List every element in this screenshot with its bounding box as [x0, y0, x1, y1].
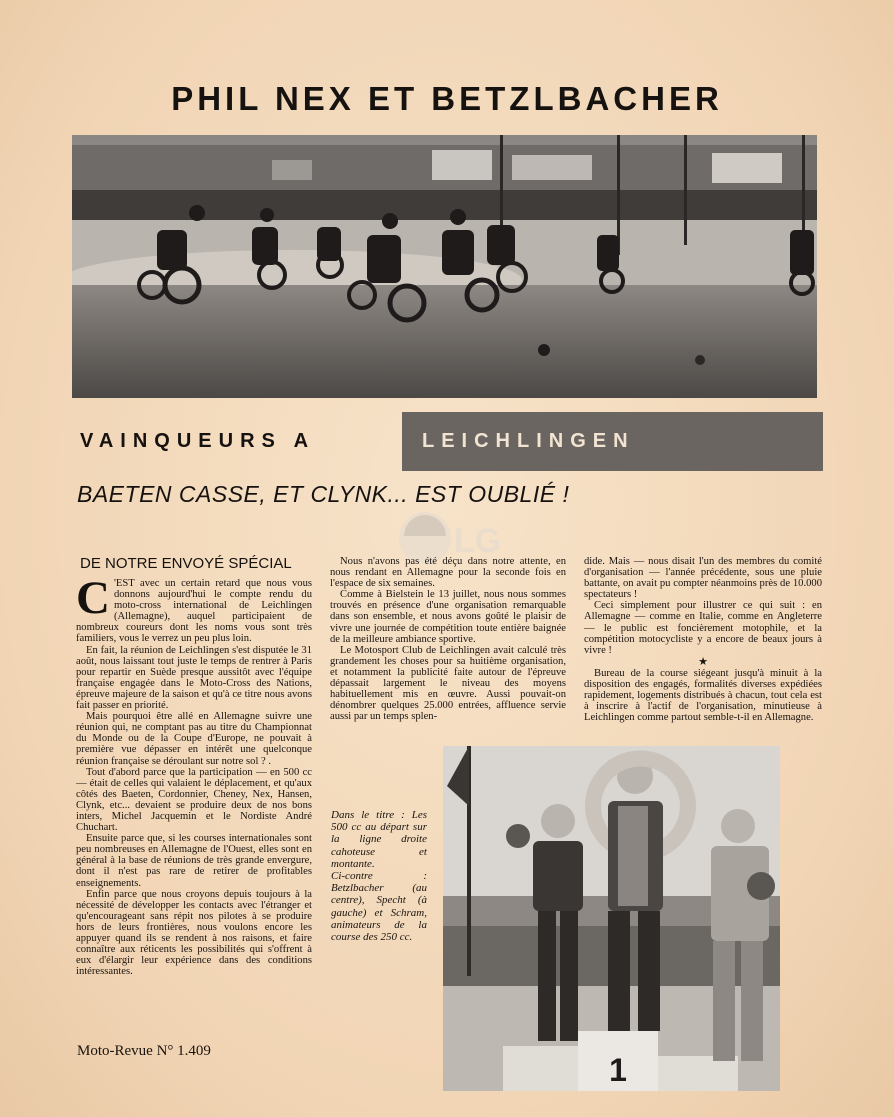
- byline: DE NOTRE ENVOYÉ SPÉCIAL: [80, 555, 292, 572]
- paragraph: Ceci simplement pour illustrer ce qui suit : en Allemagne — comme en Italie, comme en Angleterre — le public est foncièrement motophile, et la compétition motocycliste y a encore de beaux jours à vivre !: [584, 600, 822, 656]
- caption-paragraph: Dans le titre : Les 500 cc au départ sur la ligne droite cahoteuse et montante.: [331, 809, 427, 870]
- logo-text: LG: [454, 522, 502, 560]
- subtitle-right: LEICHLINGEN: [422, 430, 635, 452]
- paragraph: En fait, la réunion de Leichlingen s'est disputée le 31 août, nous laissant tout juste le temps de rentrer à Paris pour repartir en Suède presque aussitôt avec l'équipe française engagée dans le Moto-Cross des Nations, épreuve majeure de la saison et qu'à ce titre nous avons fait passer en priorité.: [76, 644, 312, 712]
- paragraph: Enfin parce que nous croyons depuis toujours à la nécessité de développer les contacts avec l'étranger et qu'encourageant sans répit nos pilotes à se produire hors de leurs frontières, nous voulons encore les appuyer quand ils se rendent à nos raisons, et faire connaître aux réticents les possibilités qui s'offrent à eux d'élargir leur expérience dans des conditions intéressantes.: [76, 888, 312, 978]
- paragraph: Nous n'avons pas été déçu dans notre attente, en nous rendant en Allemagne pour la seconde fois en l'espace de six semaines.: [330, 556, 566, 590]
- podium-winners-photo: [443, 746, 780, 1091]
- star-separator-icon: ★: [698, 655, 708, 668]
- paragraph: Bureau de la course siégeant jusqu'à minuit à la disposition des engagés, formalités diverses expédiées rapidement, logements distribués à chacun, tout cela est à inscrire à l'actif de l'organisation, minutieuse à Leichlingen comme partout semble-t-il en Allemagne.: [584, 667, 822, 724]
- paragraph: Le Motosport Club de Leichlingen avait calculé très grandement les choses pour sa huitième organisation, et notamment la publicité faite autour de l'épreuve dépassait largement le niveau des moyens habituellement mis en œuvre. Aussi pouvait-on dénombrer quelques 25.000 entrées, affluence servie aussi par un temps splen-: [330, 644, 566, 723]
- article-column-1: [76, 572, 312, 978]
- article-column-2: [330, 556, 566, 722]
- paragraph: Ensuite parce que, si les courses internationales sont peu nombreuses en Allemagne de l'Ouest, elles sont en général à la base de réunions de très grande envergure, dont il n'est pas rare de retirer de profitables enseignements.: [76, 833, 312, 889]
- paragraph: dide. Mais — nous disait l'un des membres du comité d'organisation — l'année précédente, sous une pluie battante, on avait pu compter néanmoins près de 10.000 spectateurs !: [584, 556, 822, 601]
- photo-caption: [331, 809, 427, 943]
- footer-issue-number: Moto-Revue N° 1.409: [77, 1043, 211, 1059]
- deck-headline: BAETEN CASSE, ET CLYNK... EST OUBLIÉ !: [77, 481, 570, 507]
- motocross-race-photo: [72, 135, 817, 398]
- paragraph: Mais pourquoi être allé en Allemagne suivre une réunion qui, ne comptant pas au titre du Championnat du Monde ou de la Coupe d'Europe, ne pouvait à première vue dépasser en intérêt une quelconque réunion française se déroulant sur notre sol ? .: [76, 711, 312, 767]
- caption-paragraph: Ci-contre : Betzlbacher (au centre), Specht (à gauche) et Schram, animateurs de la course des 250 cc.: [331, 870, 427, 944]
- article-column-3: [584, 556, 822, 723]
- page-title: PHIL NEX ET BETZLBACHER: [171, 80, 723, 117]
- drop-cap: C: [76, 572, 110, 624]
- subtitle-left: VAINQUEURS A: [80, 430, 316, 452]
- paragraph: Comme à Bielstein le 13 juillet, nous nous sommes trouvés en présence d'une organisation remarquable dans son ensemble, et nous avons goûté le plaisir de vivre une journée de compétition toute entière baignée de la meilleure ambiance sportive.: [330, 589, 566, 645]
- paragraph: 'EST avec un certain retard que nous vous donnons aujourd'hui le compte rendu du moto-cross international de Leichlingen (Allemagne), auquel participaient de nombreux coureurs dont les noms vous sont très familiers, vous le verrez un peu plus loin.: [76, 578, 312, 645]
- paragraph: Tout d'abord parce que la participation — en 500 cc — était de celles qui valaient le déplacement, et qu'aux côtés des Baeten, Cordonnier, Cheney, Nex, Hansen, Clynk, etc... devaient se produire deux de nos bons inters, Michel Jacquemin et le Nordiste André Chuchart.: [76, 766, 312, 834]
- podium-number: 1: [609, 1052, 627, 1088]
